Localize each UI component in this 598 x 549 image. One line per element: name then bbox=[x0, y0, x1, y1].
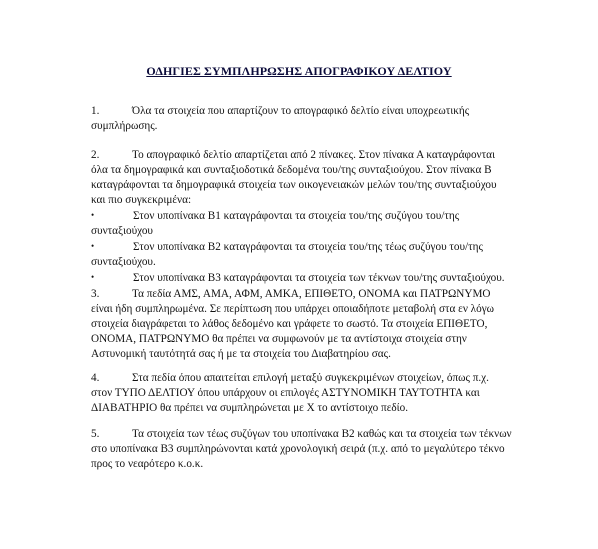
bullet-item-b2 bbox=[91, 239, 541, 255]
item-number: 4. bbox=[91, 372, 100, 384]
item-text: Όλα τα στοιχεία που απαρτίζουν το απογραφικό δελτίο είναι υποχρεωτικής bbox=[132, 105, 470, 117]
bullet-icon: • bbox=[91, 272, 95, 282]
item-number: 3. bbox=[91, 288, 100, 300]
bullet-icon: • bbox=[91, 241, 95, 251]
instruction-item-3 bbox=[91, 287, 541, 362]
instruction-line: στοιχεία διαγράφεται το λάθος δεδομένο και γράφετε το σωστό. Τα στοιχεία ΕΠΙΘΕΤΟ, bbox=[91, 318, 488, 330]
instruction-line bbox=[91, 104, 541, 119]
item-text: Στα πεδία όπου απαιτείται επιλογή μεταξύ συγκεκριμένων στοιχείων, όπως π.χ. bbox=[132, 372, 489, 384]
bullet-continuation: συνταξιούχου bbox=[91, 225, 153, 237]
instruction-line: και πιο συγκεκριμένα: bbox=[91, 194, 192, 206]
instruction-line: Αστυνομική ταυτότητά σας ή με τα στοιχεία του Διαβατηρίου σας. bbox=[91, 348, 391, 360]
item-text: Τα στοιχεία των τέως συζύγων του υποπίνακα Β2 καθώς και τα στοιχεία των τέκνων bbox=[132, 428, 512, 440]
instruction-line: στον ΤΥΠΟ ΔΕΛΤΙΟΥ όπου υπάρχουν οι επιλογές ΑΣΤΥΝΟΜΙΚΗ ΤΑΥΤΟΤΗΤΑ και bbox=[91, 387, 480, 399]
instruction-line: ΟΝΟΜΑ, ΠΑΤΡΩΝΥΜΟ θα πρέπει να συμφωνούν με τα αντίστοιχα στοιχεία στην bbox=[91, 333, 467, 345]
item-number: 2. bbox=[91, 149, 100, 161]
instruction-item-4 bbox=[91, 371, 541, 416]
instruction-line: συμπλήρωσης. bbox=[91, 120, 158, 132]
instruction-line: προς το νεαρότερο κ.ο.κ. bbox=[91, 458, 204, 470]
instruction-line bbox=[91, 371, 541, 386]
item-number: 1. bbox=[91, 105, 100, 117]
bullet-icon: • bbox=[91, 210, 95, 220]
document-title: ΟΔΗΓΙΕΣ ΣΥΜΠΛΗΡΩΣΗΣ ΑΠΟΓΡΑΦΙΚΟΥ ΔΕΛΤΙΟΥ bbox=[146, 64, 452, 78]
instruction-item-1 bbox=[91, 104, 541, 134]
instruction-line: όλα τα δημογραφικά και συνταξιοδοτικά δεδομένα του/της συνταξιούχου. Στον πίνακα Β bbox=[91, 164, 492, 176]
bullet-continuation: συνταξιούχου. bbox=[91, 256, 156, 268]
instruction-line bbox=[91, 148, 541, 163]
item-number: 5. bbox=[91, 428, 100, 440]
bullet-item-b3 bbox=[91, 270, 541, 286]
instruction-item-2 bbox=[91, 148, 541, 286]
item-text: Τα πεδία ΑΜΣ, ΑΜΑ, ΑΦΜ, ΑΜΚΑ, ΕΠΙΘΕΤΟ, ΟΝΟΜΑ και ΠΑΤΡΩΝΥΜΟ bbox=[132, 288, 491, 300]
instruction-line: ΔΙΑΒΑΤΗΡΙΟ θα πρέπει να συμπληρώνεται με Χ το αντίστοιχο πεδίο. bbox=[91, 402, 409, 414]
item-text: Το απογραφικό δελτίο απαρτίζεται από 2 πίνακες. Στον πίνακα Α καταγράφονται bbox=[132, 149, 495, 161]
bullet-text: Στον υποπίνακα Β3 καταγράφονται τα στοιχεία των τέκνων του/της συνταξιούχου. bbox=[133, 272, 505, 284]
instruction-line: καταγράφονται τα δημογραφικά στοιχεία των οικογενειακών μελών του/της συνταξιούχου bbox=[91, 179, 497, 191]
bullet-text: Στον υποπίνακα Β2 καταγράφονται τα στοιχεία του/της τέως συζύγου του/της bbox=[133, 241, 483, 253]
instruction-line bbox=[91, 287, 541, 302]
instruction-line: είναι ήδη συμπληρωμένα. Σε περίπτωση που υπάρχει οποιαδήποτε μεταβολή στα εν λόγω bbox=[91, 303, 495, 315]
instruction-line: στο υποπίνακα Β3 συμπληρώνονται κατά χρονολογική σειρά (π.χ. από το μεγαλύτερο τέκνο bbox=[91, 443, 505, 455]
instruction-item-5 bbox=[91, 427, 541, 472]
bullet-item-b1 bbox=[91, 208, 541, 224]
bullet-text: Στον υποπίνακα Β1 καταγράφονται τα στοιχεία του/της συζύγου του/της bbox=[133, 210, 460, 222]
instruction-line bbox=[91, 427, 541, 442]
